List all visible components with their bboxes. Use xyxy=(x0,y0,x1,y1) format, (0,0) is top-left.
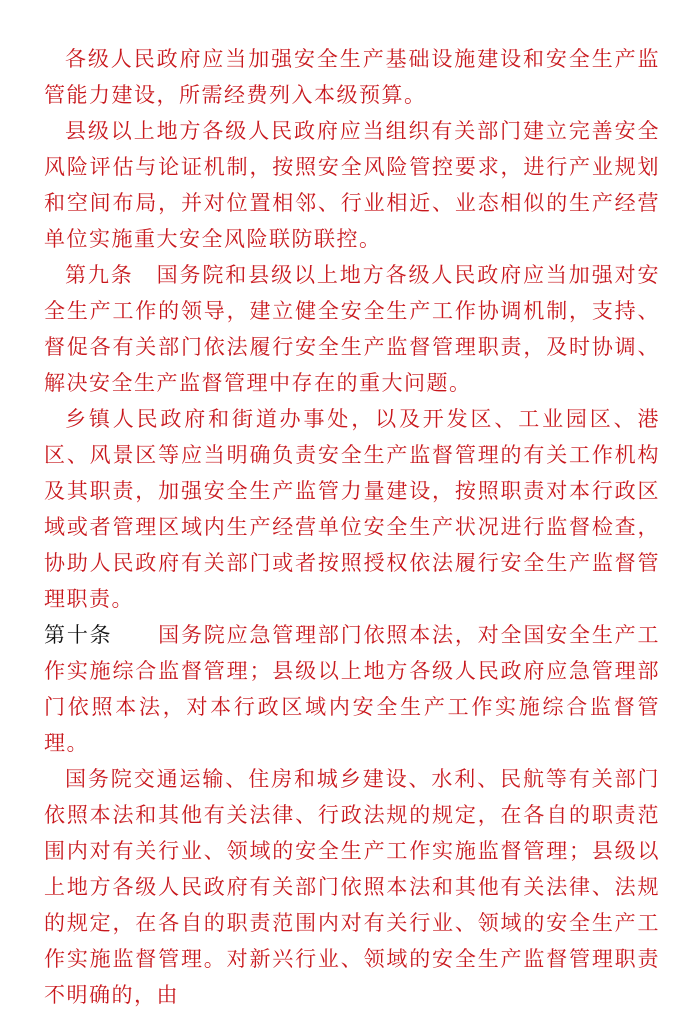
paragraph: 县级以上地方各级人民政府应当组织有关部门建立完善安全风险评估与论证机制，按照安全风险管控要求，进行产业规划和空间布局，并对位置相邻、行业相近、业态相似的生产经营单位实施重大安全风险联防联控。 xyxy=(44,119,660,251)
article-heading: 第十条 xyxy=(44,623,113,647)
article-text: 国务院应急管理部门依照本法，对全国安全生产工作实施综合监督管理；县级以上地方各级人民政府应急管理部门依照本法，对本行政区域内安全生产工作实施综合监督管理。 xyxy=(44,623,661,755)
paragraph: 各级人民政府应当加强安全生产基础设施建设和安全生产监管能力建设，所需经费列入本级预算。 xyxy=(44,47,660,107)
paragraph: 乡镇人民政府和街道办事处，以及开发区、工业园区、港区、风景区等应当明确负责安全生产监督管理的有关工作机构及其职责，加强安全生产监管力量建设，按照职责对本行政区域或者管理区域内生产经营单位安全生产状况进行监督检查，协助人民政府有关部门或者按照授权依法履行安全生产监督管理职责。 xyxy=(44,407,660,611)
article-paragraph xyxy=(44,617,660,761)
paragraph: 国务院交通运输、住房和城乡建设、水利、民航等有关部门依照本法和其他有关法律、行政法规的规定，在各自的职责范围内对有关行业、领域的安全生产工作实施监督管理；县级以上地方各级人民政府有关部门依照本法和其他有关法律、法规的规定，在各自的职责范围内对有关行业、领域的安全生产工作实施监督管理。对新兴行业、领域的安全生产监督管理职责不明确的，由 xyxy=(44,767,660,1007)
document-body xyxy=(44,41,660,1013)
paragraph: 第九条 国务院和县级以上地方各级人民政府应当加强对安全生产工作的领导，建立健全安全生产工作协调机制，支持、督促各有关部门依法履行安全生产监督管理职责，及时协调、解决安全生产监督管理中存在的重大问题。 xyxy=(44,263,660,395)
